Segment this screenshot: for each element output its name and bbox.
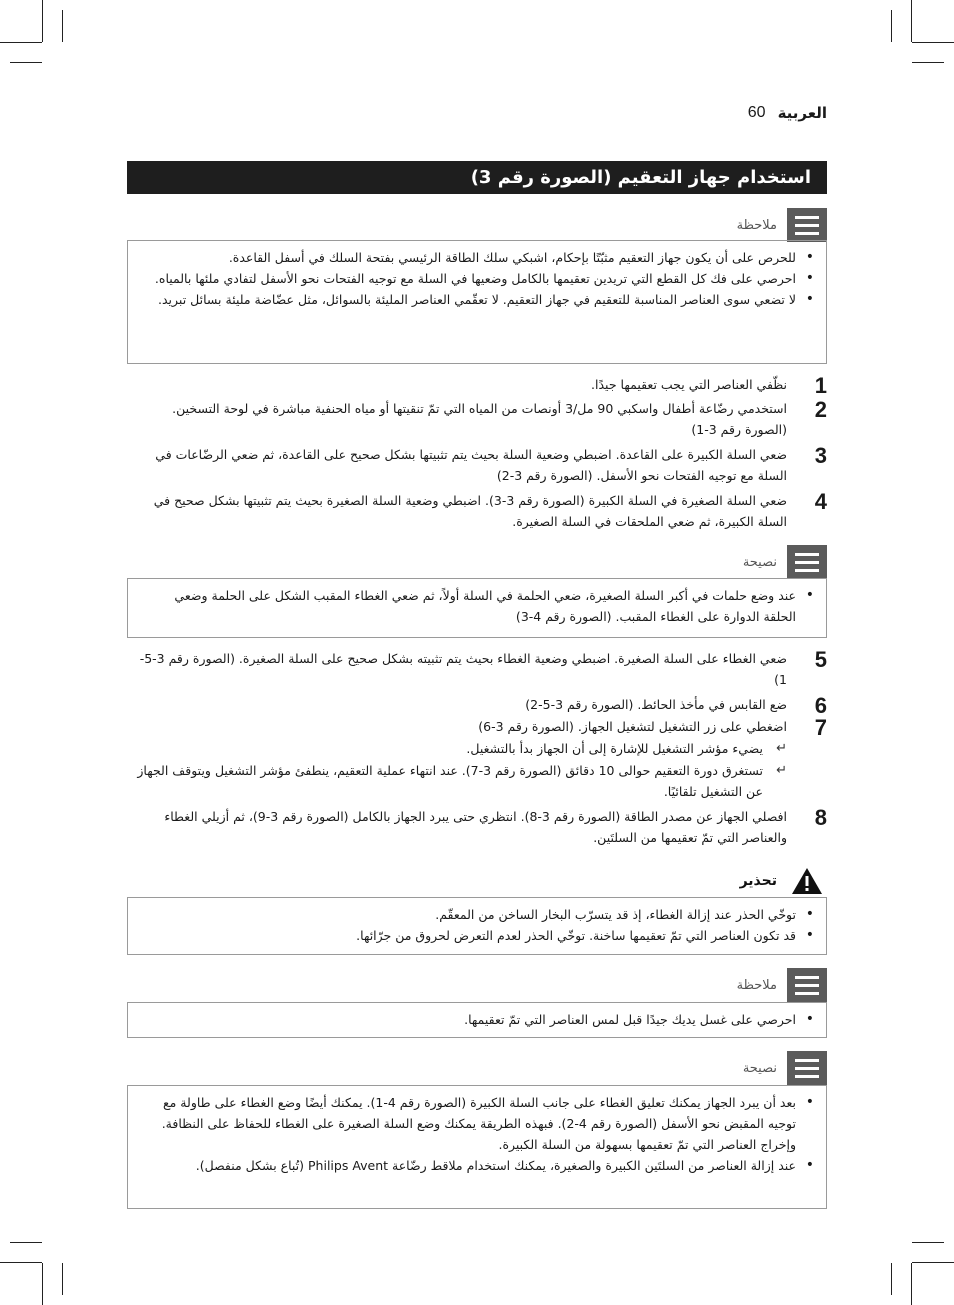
note-item: • لا تضعي سوى العناصر المناسبة للتعقيم في جهاز التعقيم. لا تعقّمي العناصر المليئة بالسوائل، مثل عضّاضة مليئة بسائل تبريد. bbox=[138, 289, 796, 310]
return-arrow-icon: ↵ bbox=[776, 741, 787, 756]
crop-mark bbox=[62, 10, 63, 42]
crop-mark bbox=[42, 1263, 43, 1305]
step-item bbox=[127, 716, 827, 738]
crop-mark bbox=[891, 10, 892, 42]
crop-mark bbox=[911, 1263, 912, 1305]
crop-mark bbox=[912, 42, 954, 43]
step-text: نظّفي العناصر التي يجب تعقيمها جيدًا. bbox=[591, 377, 787, 392]
tip-label: نصيحة bbox=[742, 554, 777, 570]
step-text: ضعي السلة الصغيرة في السلة الكبيرة (الصورة رقم 3-3). اضبطي وضعية السلة الصغيرة بحيث يتم تثبيتها بشكل صحيح في السلة الكبيرة، ثم ضعي الملحقات في السلة الصغيرة. bbox=[153, 493, 787, 529]
caution-box bbox=[127, 897, 827, 955]
tip-icon bbox=[787, 545, 827, 579]
section-title: استخدام جهاز التعقيم (الصورة رقم 3) bbox=[127, 161, 827, 194]
caution-label: تحذير bbox=[739, 873, 777, 889]
tip-item: • عند إزالة العناصر من السلتَين الكبيرة والصغيرة، يمكنك استخدام ملاقط رضّاعة Philips Avent (تُباع بشكل منفصل). bbox=[138, 1155, 796, 1176]
note-heading bbox=[700, 208, 827, 242]
step-item bbox=[127, 694, 827, 716]
page-number: 60 bbox=[747, 104, 766, 121]
crop-mark bbox=[0, 1262, 42, 1263]
step-item bbox=[127, 444, 827, 490]
caution-item: • قد تكون العناصر التي تمّ تعقيمها ساخنة. توخّي الحذر لعدم التعرض لحروق من جرّائها. bbox=[138, 925, 796, 946]
step-text: ضعي الغطاء على السلة الصغيرة. اضبطي وضعية الغطاء بحيث يتم تثبيته بشكل صحيح على السلة الصغيرة. (الصورة رقم 3-5-1) bbox=[139, 651, 787, 687]
step-item bbox=[127, 648, 827, 694]
tip-box bbox=[127, 578, 827, 638]
tip-label: نصيحة bbox=[742, 1060, 777, 1076]
crop-mark bbox=[912, 1242, 944, 1243]
step-item bbox=[127, 398, 827, 444]
crop-mark bbox=[912, 1262, 954, 1263]
step-text: افصلي الجهاز عن مصدر الطاقة (الصورة رقم 3-8). انتظري حتى يبرد الجهاز بالكامل (الصورة رقم 3-9)، ثم أزيلي الغطاء والعناصر التي تمّ تعقيمها من السلتَين. bbox=[164, 809, 787, 845]
note-item: • احرصي على غسل يديك جيدًا قبل لمس العناصر التي تمّ تعقيمها. bbox=[138, 1009, 796, 1030]
tip-heading bbox=[700, 1051, 827, 1085]
crop-mark bbox=[0, 42, 42, 43]
note-box bbox=[127, 240, 827, 364]
step-number: 8 bbox=[814, 805, 827, 830]
step-text: استخدمي رضّاعة أطفال واسكبي 90 مل/3 أونصات من المياه التي تمّ تنقيتها أو مياه الحنفية مباشرة في لوحة التسخين. (الصورة رقم 3-1) bbox=[172, 401, 787, 437]
step-text: ضع القابس في مأخذ الحائط. (الصورة رقم 3-5-2) bbox=[525, 697, 787, 712]
language-label: العربية bbox=[777, 104, 827, 122]
crop-mark bbox=[911, 0, 912, 42]
note-icon bbox=[787, 208, 827, 242]
page-header bbox=[127, 100, 827, 126]
note-item: • احرصي على فك كل القطع التي تريدين تعقيمها بالكامل وضعيها في السلة مع توجيه الفتحات نحو الأسفل لتفادي ملئها بالمياه. bbox=[138, 268, 796, 289]
caution-item: • توخّي الحذر عند إزالة الغطاء، إذ قد يتسرّب البخار الساخن من المعقّم. bbox=[138, 904, 796, 925]
step-number: 6 bbox=[814, 693, 827, 718]
crop-mark bbox=[10, 62, 42, 63]
warning-icon bbox=[787, 864, 827, 898]
note-heading bbox=[700, 968, 827, 1002]
note-icon bbox=[787, 968, 827, 1002]
step-text: ضعي السلة الكبيرة على القاعدة. اضبطي وضعية السلة بحيث يتم تثبيتها بشكل صحيح على القاعدة، ثم ضعي الرضّاعات في السلة مع توجيه الفتحات نحو الأسفل. (الصورة رقم 3-2) bbox=[155, 447, 787, 483]
step-item bbox=[127, 490, 827, 536]
tip-icon bbox=[787, 1051, 827, 1085]
step-text: اضغطي على زر التشغيل لتشغيل الجهاز. (الصورة رقم 3-6) bbox=[478, 719, 787, 734]
return-arrow-icon: ↵ bbox=[776, 763, 787, 778]
crop-mark bbox=[42, 0, 43, 42]
step-sub-item bbox=[127, 760, 827, 806]
step-item bbox=[127, 374, 827, 398]
note-label: ملاحظة bbox=[736, 217, 777, 233]
step-number: 7 bbox=[814, 715, 827, 740]
step-sub-text: تستغرق دورة التعقيم حوالى 10 دقائق (الصورة رقم 3-7). عند انتهاء عملية التعقيم، ينطفئ مؤشر التشغيل ويتوقف الجهاز عن التشغيل تلقائيًا. bbox=[137, 763, 763, 799]
tip-item: • بعد أن يبرد الجهاز يمكنك تعليق الغطاء على جانب السلة الكبيرة (الصورة رقم 4-1). يمكنك أيضًا وضع الغطاء على طاولة مع توجيه المقبض نحو الأسفل (الصورة رقم 4-2). فبهذه الطريقة يمكنك وضع السلة الصغيرة على الغطاء للحفاظ على النظافة. وإخراج العناصر التي تمّ تعقيمها بسهولة من السلة الكبيرة. bbox=[138, 1092, 796, 1155]
tip-heading bbox=[700, 545, 827, 579]
step-item bbox=[127, 806, 827, 852]
step-number: 2 bbox=[814, 397, 827, 422]
note-item: • للحرص على أن يكون جهاز التعقيم مثبّتًا بإحكام، اشبكي سلك الطاقة الرئيسي بفتحة السلك في أسفل القاعدة. bbox=[138, 247, 796, 268]
tip-item: • عند وضع حلمات في أكبر السلة الصغيرة، ضعي الحلمة في السلة أولاً، ثم ضعي الغطاء المقبب الشكل على الحلمة وضعي الحلقة الدوارة على الغطاء المقبب. (الصورة رقم 4-3) bbox=[138, 585, 796, 627]
tip-box bbox=[127, 1085, 827, 1209]
step-number: 4 bbox=[814, 489, 827, 514]
steps-list bbox=[127, 648, 827, 852]
crop-mark bbox=[10, 1242, 42, 1243]
step-sub-item bbox=[127, 738, 827, 760]
crop-mark bbox=[62, 1263, 63, 1295]
caution-heading bbox=[700, 864, 827, 898]
note-box bbox=[127, 1002, 827, 1038]
steps-list bbox=[127, 374, 827, 536]
step-number: 1 bbox=[814, 373, 827, 398]
step-sub-text: يضيء مؤشر التشغيل للإشارة إلى أن الجهاز بدأ بالتشغيل. bbox=[466, 741, 763, 756]
note-label: ملاحظة bbox=[736, 977, 777, 993]
crop-mark bbox=[912, 62, 944, 63]
step-number: 3 bbox=[814, 443, 827, 468]
crop-mark bbox=[891, 1263, 892, 1295]
step-number: 5 bbox=[814, 647, 827, 672]
